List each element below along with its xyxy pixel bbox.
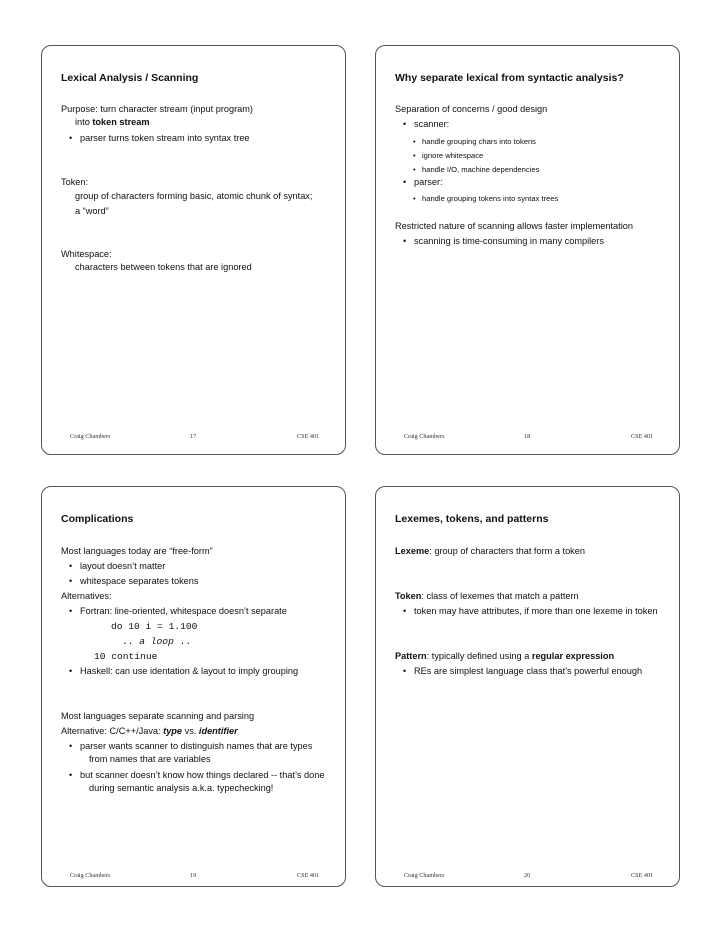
slide-title: Why separate lexical from syntactic analysis? (395, 72, 624, 84)
footer-page: 18 (524, 433, 531, 440)
but-scanner-line: during semantic analysis a.k.a. typechecking! (89, 783, 274, 793)
free-form-bullet: whitespace separates tokens (80, 576, 199, 586)
pattern-definition: : typically defined using a (426, 651, 532, 661)
bullet-icon: • (69, 576, 73, 586)
bullet-icon: • (403, 177, 407, 187)
bullet-icon: • (403, 606, 407, 616)
scanner-sub-item: ignore whitespace (422, 151, 484, 160)
pattern-bullet: REs are simplest language class that’s powerful enough (414, 666, 643, 676)
bullet-icon: • (69, 133, 73, 143)
footer-course: CSE 401 (297, 872, 320, 879)
slide-2 (375, 45, 680, 455)
restricted-line: Restricted nature of scanning allows faster implementation (395, 221, 633, 231)
whitespace-label: Whitespace: (61, 249, 112, 259)
identifier-term: identifier (198, 726, 238, 736)
code-line (122, 636, 191, 647)
footer-course: CSE 401 (631, 433, 654, 440)
token-stream-term: token stream (92, 117, 150, 127)
regular-expression-term: regular expression (531, 651, 615, 661)
alternative-c-line (61, 726, 238, 736)
restricted-bullet: scanning is time-consuming in many compilers (414, 236, 604, 246)
free-form-line: Most languages today are “free-form” (61, 546, 213, 556)
alternatives-label: Alternatives: (61, 591, 112, 601)
but-scanner-line: but scanner doesn’t know how things declared -- that’s done (80, 770, 325, 780)
token-term: Token (395, 591, 422, 601)
slide-1 (41, 45, 346, 455)
vs-text: vs. (182, 726, 199, 736)
purpose-bullet: parser turns token stream into syntax tree (80, 133, 250, 143)
token-word: a “word” (75, 206, 109, 216)
purpose-into-line (75, 117, 150, 127)
fortran-bullet: Fortran: line-oriented, whitespace doesn’t separate (80, 606, 287, 616)
slide-4 (375, 486, 680, 887)
footer-page: 17 (190, 433, 197, 440)
parser-label: parser: (414, 177, 443, 187)
footer-course: CSE 401 (631, 872, 654, 879)
type-term: type (163, 726, 183, 736)
whitespace-definition: characters between tokens that are ignored (75, 262, 252, 272)
slide-title: Lexemes, tokens, and patterns (395, 513, 549, 525)
purpose-into-text: into (75, 117, 93, 127)
bullet-icon: • (69, 606, 73, 616)
sub-bullet-icon: • (413, 137, 416, 146)
separate-line: Most languages separate scanning and parsing (61, 711, 255, 721)
code-dots: .. (173, 636, 192, 647)
bullet-icon: • (69, 741, 73, 751)
slide-3 (41, 486, 346, 887)
code-dots: .. (122, 636, 140, 647)
code-loop-word: a loop (139, 636, 174, 647)
footer-page: 19 (190, 872, 197, 879)
sub-bullet-icon: • (413, 194, 416, 203)
slide-title: Complications (61, 513, 134, 525)
bullet-icon: • (403, 666, 407, 676)
lexeme-term: Lexeme (395, 546, 430, 556)
bullet-icon: • (403, 236, 407, 246)
parser-sub-item: handle grouping tokens into syntax trees (422, 194, 559, 203)
footer-author: Craig Chambers (404, 872, 445, 879)
bullet-icon: • (403, 119, 407, 129)
scanner-sub-item: handle grouping chars into tokens (422, 137, 536, 146)
bullet-icon: • (69, 770, 73, 780)
haskell-bullet: Haskell: can use identation & layout to imply grouping (80, 666, 299, 676)
lexeme-definition: : group of characters that form a token (429, 546, 585, 556)
separation-line: Separation of concerns / good design (395, 104, 548, 114)
footer-author: Craig Chambers (70, 433, 111, 440)
token-bullet: token may have attributes, if more than one lexeme in token (414, 606, 658, 616)
bullet-icon: • (69, 561, 73, 571)
code-line: 10 continue (94, 651, 158, 662)
token-definition: : class of lexemes that match a pattern (421, 591, 579, 601)
parser-wants-line: parser wants scanner to distinguish names that are types (80, 741, 313, 751)
sub-bullet-icon: • (413, 151, 416, 160)
footer-course: CSE 401 (297, 433, 320, 440)
scanner-sub-item: handle I/O, machine dependencies (422, 165, 540, 174)
pattern-line (395, 651, 614, 661)
token-line (395, 591, 579, 601)
footer-author: Craig Chambers (404, 433, 445, 440)
footer-page: 20 (524, 872, 531, 879)
bullet-icon: • (69, 666, 73, 676)
purpose-line: Purpose: turn character stream (input program) (61, 104, 253, 114)
footer-author: Craig Chambers (70, 872, 111, 879)
code-line: do 10 i = 1.100 (111, 621, 198, 632)
token-label: Token: (61, 177, 89, 187)
scanner-label: scanner: (414, 119, 450, 129)
free-form-bullet: layout doesn’t matter (80, 561, 166, 571)
lexeme-line (395, 546, 585, 556)
alternative-prefix: Alternative: C/C++/Java: (61, 726, 164, 736)
parser-wants-line: from names that are variables (89, 754, 211, 764)
token-definition: group of characters forming basic, atomic chunk of syntax; (75, 191, 313, 201)
pattern-term: Pattern (395, 651, 427, 661)
sub-bullet-icon: • (413, 165, 416, 174)
slide-title: Lexical Analysis / Scanning (61, 72, 199, 84)
